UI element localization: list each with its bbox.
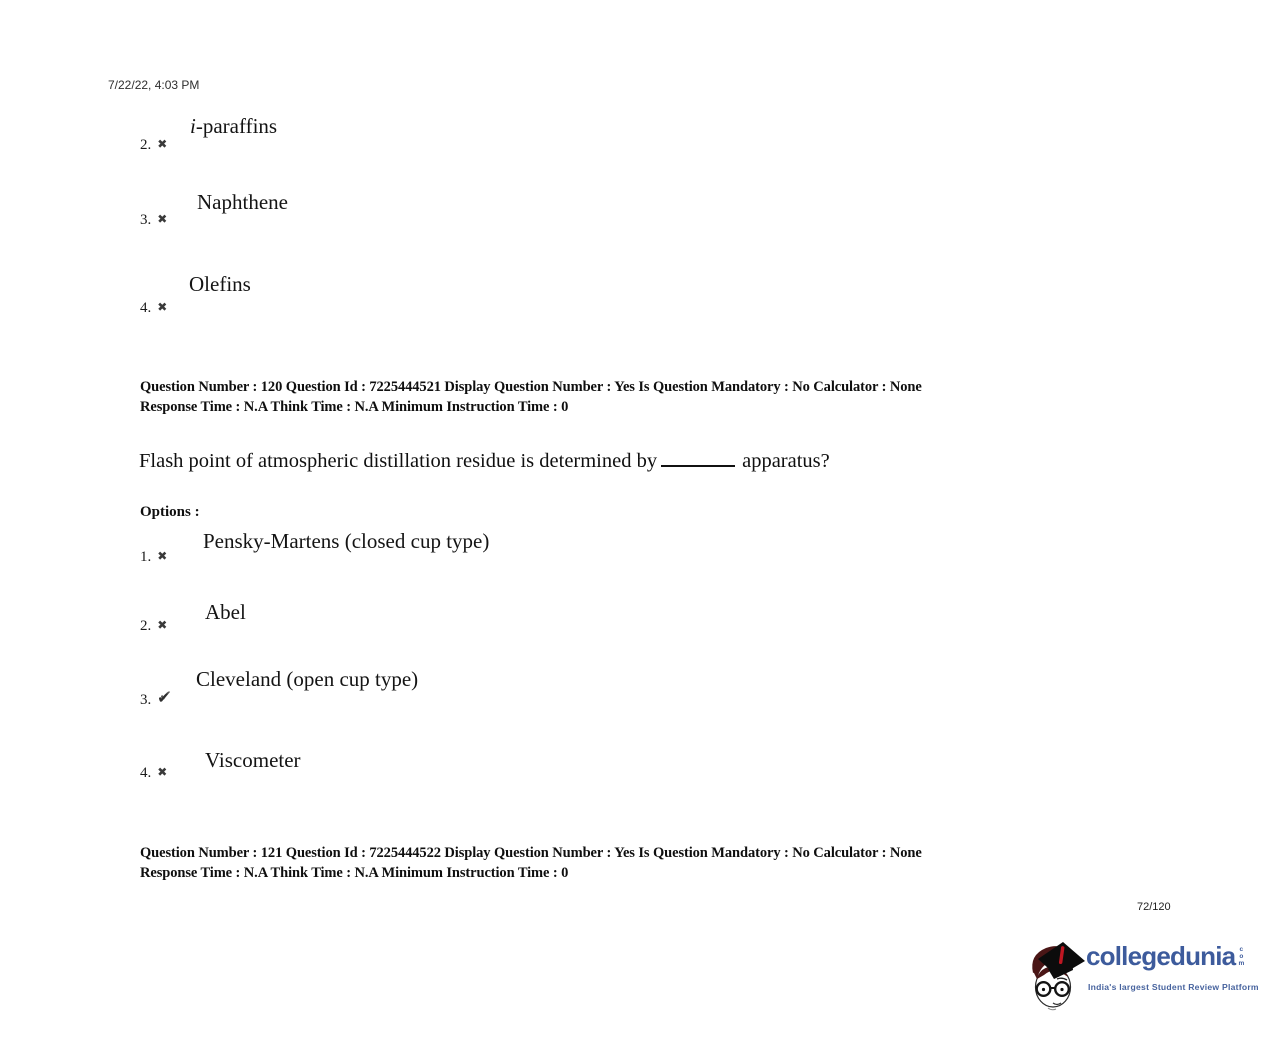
- option-label: Naphthene: [197, 190, 288, 214]
- wrong-answer-icon: ✖: [157, 618, 168, 632]
- logo-domain-suffix: com: [1237, 945, 1245, 967]
- option-label: Viscometer: [205, 748, 301, 772]
- blank-underline: [661, 451, 735, 467]
- question-meta-line1: Question Number : 121 Question Id : 7225444522 Display Question Number : Yes Is Question Mandatory : No Calculator : None: [140, 845, 922, 861]
- print-datetime: 7/22/22, 4:03 PM: [108, 78, 200, 92]
- option-label-rest: -paraffins: [195, 114, 278, 138]
- wrong-answer-icon: ✖: [157, 137, 168, 151]
- option-number: 4.: [140, 765, 152, 781]
- option-number-row: [140, 690, 170, 709]
- option-number-row: [140, 618, 167, 635]
- option-number: 3.: [140, 212, 152, 228]
- option-label: Abel: [205, 600, 246, 624]
- page-number: 72/120: [1137, 901, 1171, 913]
- option-number: 2.: [140, 137, 152, 153]
- option-number: 1.: [140, 549, 152, 565]
- logo-wordmark: collegedunia: [1086, 941, 1236, 971]
- correct-answer-icon: ✔: [157, 691, 170, 707]
- logo-tagline: India's largest Student Review Platform: [1088, 982, 1259, 992]
- question-text: [139, 450, 830, 473]
- wrong-answer-icon: ✖: [157, 212, 168, 226]
- option-number-row: [140, 212, 167, 229]
- option-number-row: [140, 549, 167, 566]
- option-number: 2.: [140, 618, 152, 634]
- question-meta-line2: Response Time : N.A Think Time : N.A Minimum Instruction Time : 0: [140, 399, 569, 415]
- logo-text-row: [1086, 943, 1244, 969]
- option-label: Pensky-Martens (closed cup type): [203, 529, 490, 553]
- question-text-after-blank: apparatus?: [742, 450, 830, 472]
- question-meta-line1: Question Number : 120 Question Id : 7225444521 Display Question Number : Yes Is Question Mandatory : No Calculator : None: [140, 379, 922, 395]
- wrong-answer-icon: ✖: [157, 765, 168, 779]
- option-number-row: [140, 300, 167, 317]
- options-heading: Options :: [140, 504, 200, 520]
- option-number-row: [140, 765, 167, 782]
- collegedunia-logo: [1028, 935, 1268, 1015]
- question-121-meta: [140, 843, 1100, 883]
- option-label: Cleveland (open cup type): [196, 667, 419, 691]
- option-number-row: [140, 137, 167, 154]
- wrong-answer-icon: ✖: [157, 549, 168, 563]
- option-label: Olefins: [189, 272, 251, 296]
- option-number: 3.: [140, 692, 152, 708]
- option-label-italic-part: i: [190, 114, 196, 138]
- question-120-meta: [140, 377, 1100, 417]
- question-text-before-blank: Flash point of atmospheric distillation residue is determined by: [139, 450, 658, 472]
- option-label: [190, 114, 277, 139]
- question-meta-line2: Response Time : N.A Think Time : N.A Minimum Instruction Time : 0: [140, 865, 569, 881]
- graduate-mascot-icon: [1028, 937, 1086, 1013]
- wrong-answer-icon: ✖: [157, 300, 168, 314]
- option-number: 4.: [140, 300, 152, 316]
